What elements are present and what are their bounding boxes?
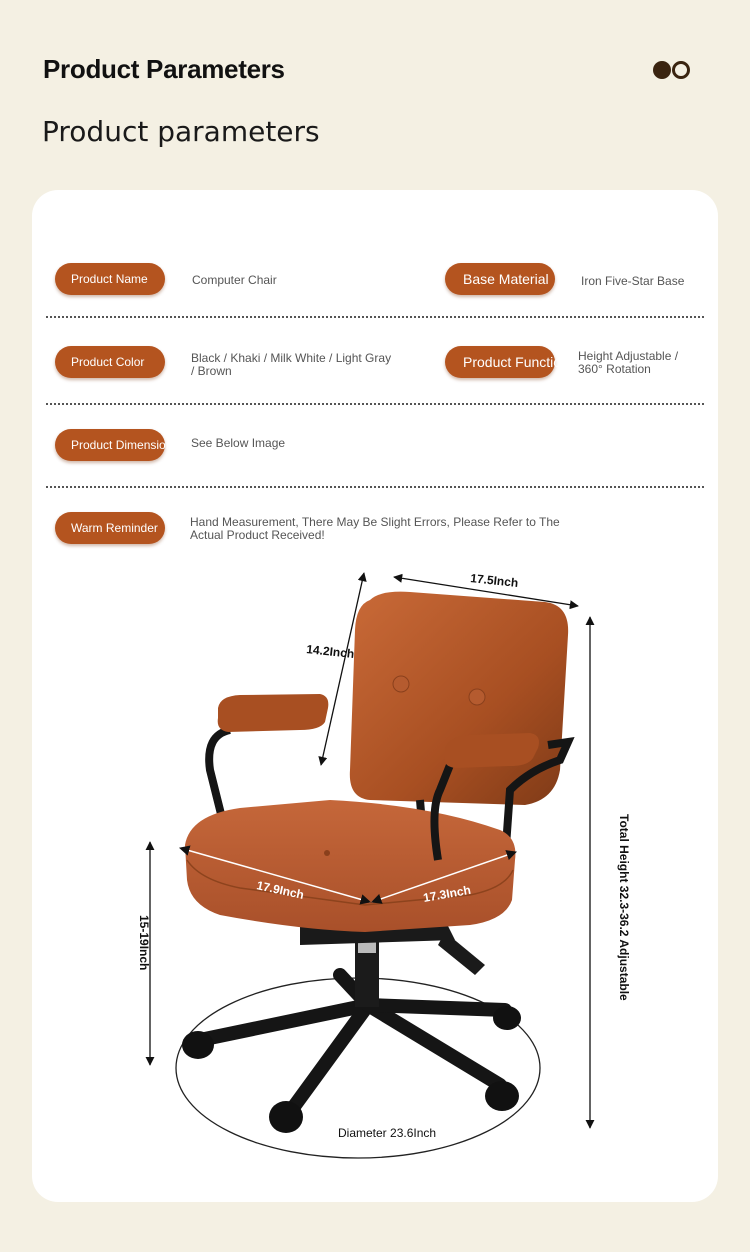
seat-cushion <box>185 800 515 932</box>
dim-label-back-height: 14.2Inch <box>305 642 355 662</box>
dim-label-total-height: Total Height 32.3-36.2 Adjustable <box>617 814 631 1001</box>
five-star-base <box>200 975 505 1112</box>
section-subtitle: Product parameters <box>42 115 320 148</box>
row-divider <box>46 316 704 318</box>
page-title: Product Parameters <box>43 54 285 84</box>
dim-label-seat-depth: 17.9Inch <box>255 878 306 902</box>
param-value-warm-reminder: Hand Measurement, There May Be Slight Errors, Please Refer to The Actual Product Received! <box>190 515 560 542</box>
param-label-product-name: Product Name <box>55 263 165 295</box>
dim-label-seat-height: 15-19Inch <box>137 915 151 971</box>
param-value-base-material: Iron Five-Star Base <box>581 274 685 288</box>
right-armrest <box>444 733 539 768</box>
param-value-product-color: Black / Khaki / Milk White / Light Gray / Brown <box>191 351 392 378</box>
param-value-product-dimensions: See Below Image <box>191 436 286 450</box>
param-label-product-color: Product Color <box>55 346 165 378</box>
param-label-base-material: Base Material <box>445 263 555 295</box>
dim-label-seat-width: 17.3Inch <box>422 882 472 905</box>
param-label-warm-reminder: Warm Reminder <box>55 512 165 544</box>
dot-filled-icon <box>653 61 671 79</box>
dim-label-base-diameter: Diameter 23.6Inch <box>338 1126 437 1140</box>
left-armrest <box>218 694 329 732</box>
param-label-product-function: Product Function <box>445 346 555 378</box>
dim-label-back-width: 17.5Inch <box>469 571 519 591</box>
page-indicator-dots <box>653 61 693 79</box>
chair-dimension-illustration <box>130 560 650 1170</box>
row-divider <box>46 486 704 488</box>
param-label-product-dimensions: Product Dimensions <box>55 429 165 461</box>
param-value-product-name: Computer Chair <box>192 273 277 287</box>
param-value-product-function: Height Adjustable / 360° Rotation <box>578 349 679 376</box>
row-divider <box>46 403 704 405</box>
dot-outline-icon <box>672 61 690 79</box>
